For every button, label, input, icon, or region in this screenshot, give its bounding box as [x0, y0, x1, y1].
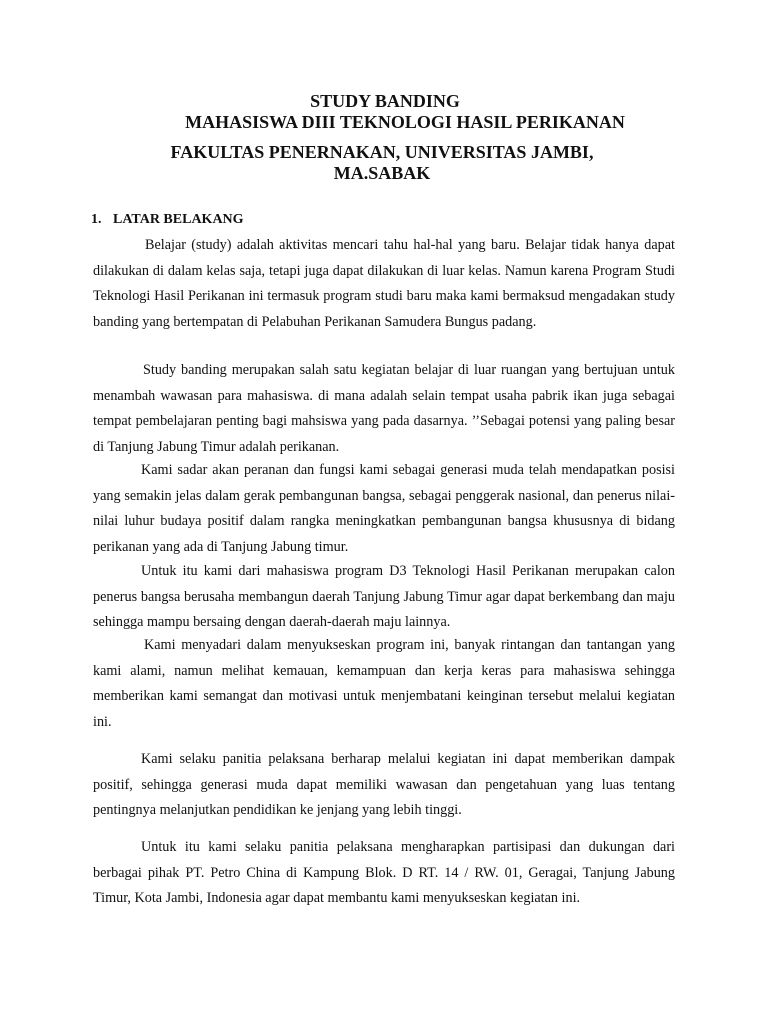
paragraph-6: Kami selaku panitia pelaksana berharap melalui kegiatan ini dapat memberikan dampak positif, sehingga generasi muda dapat memiliki wawasan dan pengetahuan yang luas tentang pentingnya melanjutkan pendidikan ke jenjang yang lebih tinggi. — [93, 751, 675, 819]
title-line-4: MA.SABAK — [333, 163, 431, 183]
paragraph-3: Kami sadar akan peranan dan fungsi kami sebagai generasi muda telah mendapatkan posisi yang semakin jelas dalam gerak pembangunan bangsa, sebagai penggerak nasional, dan penerus nilai-nilai luhur budaya positif dalam rangka meningkatkan pembangunan bangsa khususnya di bidang perikanan yang ada di Tanjung Jabung timur. — [93, 462, 675, 555]
title-line-1: STUDY BANDING — [310, 91, 460, 111]
title-line-3: FAKULTAS PENERNAKAN, UNIVERSITAS JAMBI, — [170, 142, 594, 162]
title-line-2: MAHASISWA DIII TEKNOLOGI HASIL PERIKANAN — [185, 112, 625, 132]
paragraph-4: Untuk itu kami dari mahasiswa program D3 Teknologi Hasil Perikanan merupakan calon penerus bangsa berusaha membangun daerah Tanjung Jabung Timur agar dapat berkembang dan maju sehingga mampu bersaing dengan daerah-daerah maju lainnya. — [93, 563, 675, 631]
section-heading — [91, 211, 244, 229]
paragraph-2: Study banding merupakan salah satu kegiatan belajar di luar ruangan yang bertujuan untuk menambah wawasan para mahasiswa. di mana adalah selain tempat usaha pabrik ikan juga sebagai tempat pembelajaran penting bagi mahsiswa yang pada dasarnya. ’’Sebagai potensi yang paling besar di Tanjung Jabung Timur adalah perikanan. — [93, 362, 675, 455]
paragraph-5: Kami menyadari dalam menyukseskan program ini, banyak rintangan dan tantangan yang kami alami, namun melihat kemauan, kemampuan dan kerja keras para mahasiswa sehingga memberikan kami semangat dan motivasi untuk menjembatani keinginan tersebut melalui kegiatan ini. — [93, 637, 675, 730]
section-heading-text: LATAR BELAKANG — [113, 212, 244, 227]
paragraph-1: Belajar (study) adalah aktivitas mencari tahu hal-hal yang baru. Belajar tidak hanya dapat dilakukan di dalam kelas saja, tetapi juga dapat dilakukan di luar kelas. Namun karena Program Studi Teknologi Hasil Perikanan ini termasuk program studi baru maka kami bermaksud mengadakan study banding yang bertempatan di Pelabuhan Perikanan Samudera Bungus padang. — [93, 237, 675, 330]
section-number: 1. — [91, 212, 102, 227]
paragraph-7: Untuk itu kami selaku panitia pelaksana mengharapkan partisipasi dan dukungan dari berbagai pihak PT. Petro China di Kampung Blok. D RT. 14 / RW. 01, Geragai, Tanjung Jabung Timur, Kota Jambi, Indonesia agar dapat membantu kami menyukseskan kegiatan ini. — [93, 839, 675, 907]
